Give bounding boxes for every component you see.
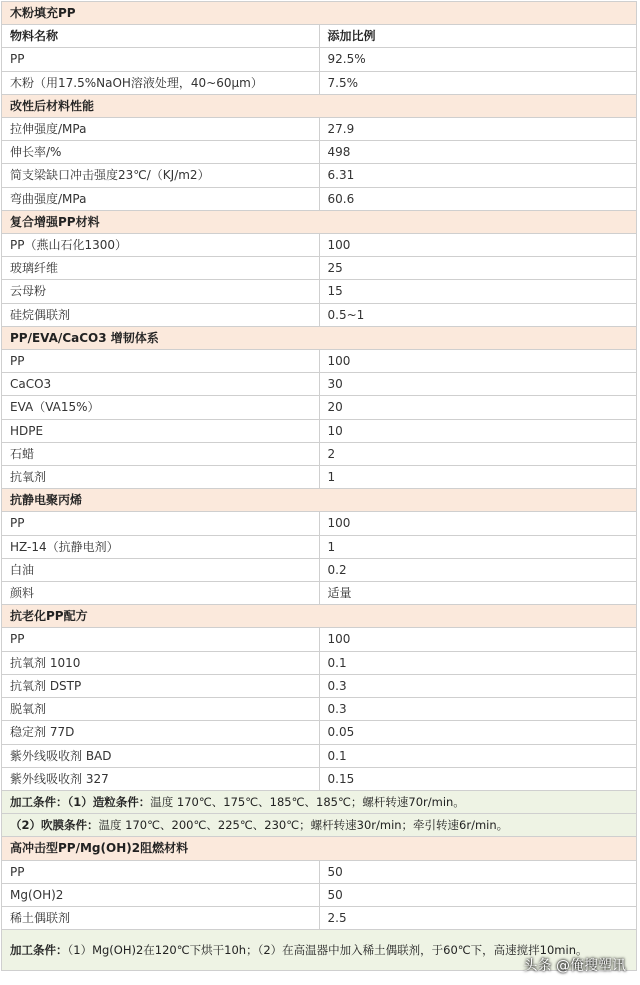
section-title: 抗老化PP配方: [2, 605, 637, 628]
amount-value: 2.5: [319, 906, 637, 929]
material-name: 玻璃纤维: [2, 257, 320, 280]
note-label: 加工条件：: [10, 943, 68, 958]
amount-value: 0.5~1: [319, 303, 637, 326]
amount-value: 1: [319, 535, 637, 558]
amount-value: 60.6: [319, 187, 637, 210]
section-header: [2, 2, 637, 25]
note-text: 温度 170℃、175℃、185℃、185℃；螺杆转速70r/min。: [150, 794, 465, 809]
amount-value: 0.3: [319, 698, 637, 721]
material-name: Mg(OH)2: [2, 883, 320, 906]
table-row: [2, 860, 637, 883]
amount-value: 25: [319, 257, 637, 280]
table-row: [2, 651, 637, 674]
section-title: 复合增强PP材料: [2, 210, 637, 233]
amount-value: 添加比例: [319, 25, 637, 48]
amount-value: 30: [319, 373, 637, 396]
section-title: 高冲击型PP/Mg(OH)2阻燃材料: [2, 837, 637, 860]
table-row: [2, 280, 637, 303]
material-name: 颜料: [2, 582, 320, 605]
amount-value: 0.1: [319, 651, 637, 674]
table-row: [2, 466, 637, 489]
material-name: 紫外线吸收剂 327: [2, 767, 320, 790]
section-header: [2, 837, 637, 860]
material-name: 抗氧剂: [2, 466, 320, 489]
table-row: [2, 767, 637, 790]
material-name: 伸长率/%: [2, 141, 320, 164]
material-name: 石蜡: [2, 442, 320, 465]
table-row: [2, 883, 637, 906]
material-name: 白油: [2, 558, 320, 581]
table-row: [2, 373, 637, 396]
amount-value: 适量: [319, 582, 637, 605]
section-header: [2, 326, 637, 349]
table-row: [2, 303, 637, 326]
amount-value: 100: [319, 512, 637, 535]
amount-value: 0.3: [319, 674, 637, 697]
material-name: EVA（VA15%）: [2, 396, 320, 419]
material-name: 稀土偶联剂: [2, 906, 320, 929]
section-title: 木粉填充PP: [2, 2, 637, 25]
table-row: [2, 419, 637, 442]
note-cell: [2, 790, 637, 813]
section-header: [2, 489, 637, 512]
table-row: [2, 512, 637, 535]
amount-value: 100: [319, 350, 637, 373]
table-row: [2, 698, 637, 721]
table-row: [2, 164, 637, 187]
table-row: [2, 48, 637, 71]
amount-value: 10: [319, 419, 637, 442]
table-row: [2, 744, 637, 767]
section-title: PP/EVA/CaCO3 增韧体系: [2, 326, 637, 349]
table-row: [2, 558, 637, 581]
table-row: [2, 350, 637, 373]
amount-value: 2: [319, 442, 637, 465]
note-label: 加工条件：（1）造粒条件：: [10, 794, 151, 809]
amount-value: 0.1: [319, 744, 637, 767]
amount-value: 27.9: [319, 118, 637, 141]
material-name: PP: [2, 512, 320, 535]
processing-note: [2, 790, 637, 813]
material-name: PP（燕山石化1300）: [2, 234, 320, 257]
material-name: PP: [2, 628, 320, 651]
section-header: [2, 210, 637, 233]
material-name: 硅烷偶联剂: [2, 303, 320, 326]
table-row: [2, 187, 637, 210]
amount-value: 1: [319, 466, 637, 489]
column-header-row: [2, 25, 637, 48]
material-name: PP: [2, 860, 320, 883]
note-text: 温度 170℃、200℃、225℃、230℃；螺杆转速30r/min；牵引转速6r/min。: [98, 818, 509, 833]
table-row: [2, 674, 637, 697]
amount-value: 15: [319, 280, 637, 303]
amount-value: 6.31: [319, 164, 637, 187]
material-name: 稳定剂 77D: [2, 721, 320, 744]
material-name: CaCO3: [2, 373, 320, 396]
table-row: [2, 721, 637, 744]
watermark: 头条 @俺搜塑讯: [523, 958, 626, 974]
table-row: [2, 141, 637, 164]
table-row: [2, 257, 637, 280]
material-name: PP: [2, 350, 320, 373]
table-row: [2, 628, 637, 651]
amount-value: 50: [319, 860, 637, 883]
formula-table: [1, 1, 637, 971]
amount-value: 20: [319, 396, 637, 419]
table-row: [2, 234, 637, 257]
amount-value: 7.5%: [319, 71, 637, 94]
material-name: 抗氧剂 1010: [2, 651, 320, 674]
material-name: 简支梁缺口冲击强度23℃/（KJ/m2）: [2, 164, 320, 187]
amount-value: 50: [319, 883, 637, 906]
amount-value: 498: [319, 141, 637, 164]
material-name: 抗氧剂 DSTP: [2, 674, 320, 697]
table-row: [2, 71, 637, 94]
section-title: 改性后材料性能: [2, 94, 637, 117]
table-row: [2, 442, 637, 465]
amount-value: 100: [319, 234, 637, 257]
note-text: （1）Mg(OH)2在120℃下烘干10h；（2）在高温器中加入稀土偶联剂，于60℃下，高速搅拌10min。: [67, 943, 588, 958]
table-row: [2, 396, 637, 419]
amount-value: 0.15: [319, 767, 637, 790]
material-name: 脱氧剂: [2, 698, 320, 721]
material-name: 物料名称: [2, 25, 320, 48]
material-name: HZ-14（抗静电剂）: [2, 535, 320, 558]
amount-value: 0.05: [319, 721, 637, 744]
processing-note: [2, 814, 637, 837]
table-row: [2, 535, 637, 558]
table-row: [2, 582, 637, 605]
table-row: [2, 118, 637, 141]
amount-value: 100: [319, 628, 637, 651]
amount-value: 92.5%: [319, 48, 637, 71]
material-name: PP: [2, 48, 320, 71]
table-row: [2, 906, 637, 929]
section-header: [2, 605, 637, 628]
note-cell: [2, 814, 637, 837]
material-name: HDPE: [2, 419, 320, 442]
material-name: 云母粉: [2, 280, 320, 303]
amount-value: 0.2: [319, 558, 637, 581]
material-name: 紫外线吸收剂 BAD: [2, 744, 320, 767]
material-name: 弯曲强度/MPa: [2, 187, 320, 210]
note-label: （2）吹膜条件：: [10, 818, 99, 833]
section-header: [2, 94, 637, 117]
material-name: 木粉（用17.5%NaOH溶液处理，40~60μm）: [2, 71, 320, 94]
material-name: 拉伸强度/MPa: [2, 118, 320, 141]
section-title: 抗静电聚丙烯: [2, 489, 637, 512]
